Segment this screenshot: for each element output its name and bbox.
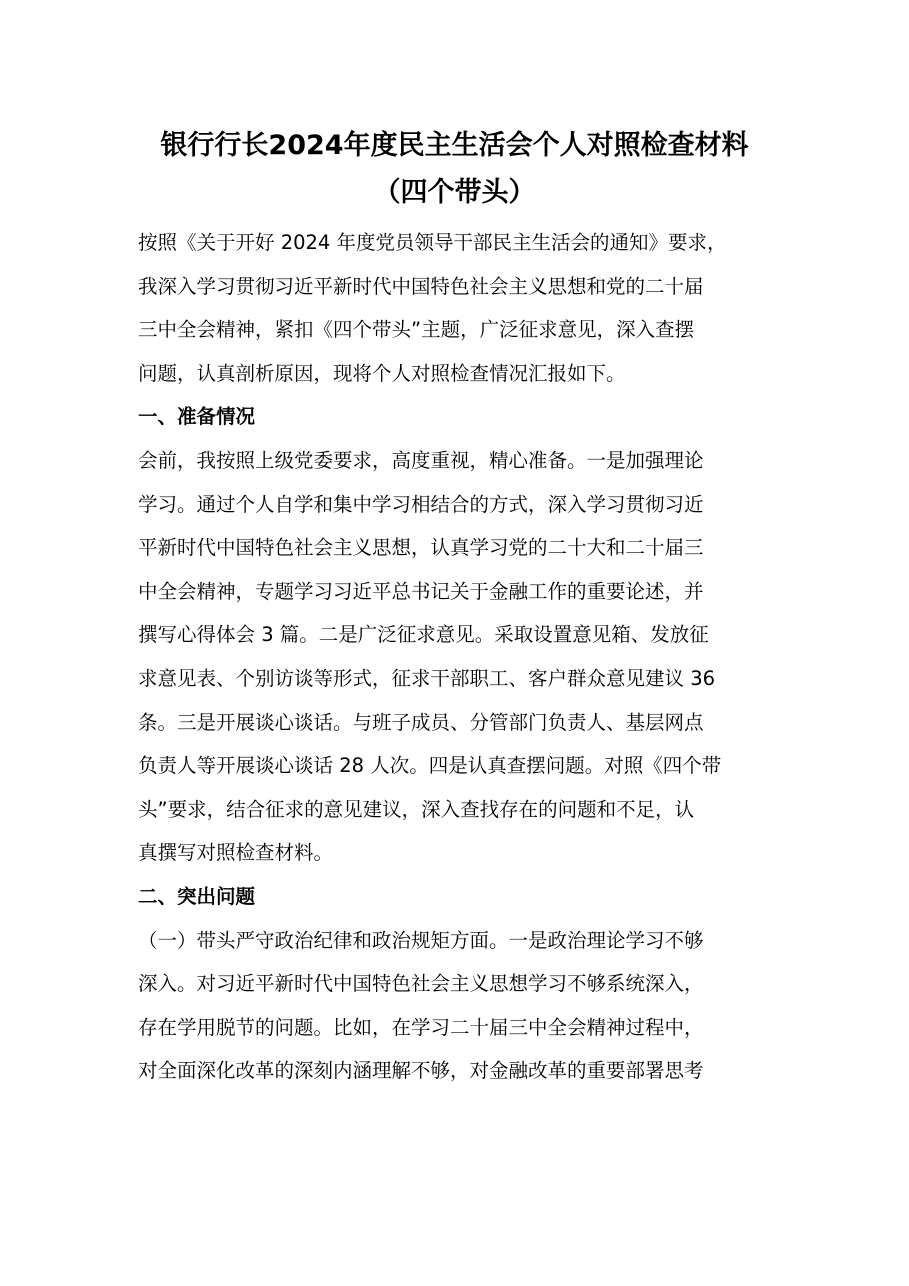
body-line: 平新时代中国特色社会主义思想，认真学习党的二十大和二十届三 [138,536,704,560]
body-line: 问题，认真剖析原因，现将个人对照检查情况汇报如下。 [138,361,626,385]
body-line: 真撰写对照检查材料。 [138,841,334,865]
body-line: 中全会精神，专题学习习近平总书记关于金融工作的重要论述，并 [138,579,704,603]
body-line: 会前，我按照上级党委要求，高度重视，精心准备。一是加强理论 [138,448,704,472]
body-line: 头”要求，结合征求的意见建议，深入查找存在的问题和不足，认 [138,797,695,821]
body-line: 三中全会精神，紧扣《四个带头”主题，广泛征求意见，深入查摆 [138,318,695,342]
body-line: 负责人等开展谈心谈话 28 人次。四是认真查摆问题。对照《四个带 [138,754,722,778]
body-line: 对全面深化改革的深刻内涵理解不够，对金融改革的重要部署思考 [138,1059,704,1083]
body-line: 学习。通过个人自学和集中学习相结合的方式，深入学习贯彻习近 [138,492,704,516]
document-body [138,221,778,1093]
body-line: （一）带头严守政治纪律和政治规矩方面。一是政治理论学习不够 [138,928,704,952]
body-line: 存在学用脱节的问题。比如，在学习二十届三中全会精神过程中， [138,1015,704,1039]
body-line: 条。三是开展谈心谈话。与班子成员、分管部门负责人、基层网点 [138,710,704,734]
document-title: 银行行长2024年度民主生活会个人对照检查材料 [160,130,749,161]
body-line: 求意见表、个别访谈等形式，征求干部职工、客户群众意见建议 36 [138,666,716,690]
section-heading: 一、准备情况 [138,405,256,429]
section-heading: 二、突出问题 [138,884,256,908]
body-line: 我深入学习贯彻习近平新时代中国特色社会主义思想和党的二十届 [138,274,704,298]
document-subtitle: （四个带头） [373,177,536,208]
body-line: 按照《关于开好 2024 年度党员领导干部民主生活会的通知》要求， [138,231,727,254]
body-line: 撰写心得体会 3 篇。二是广泛征求意见。采取设置意见箱、发放征 [138,623,709,647]
body-line: 深入。对习近平新时代中国特色社会主义思想学习不够系统深入， [138,972,704,996]
